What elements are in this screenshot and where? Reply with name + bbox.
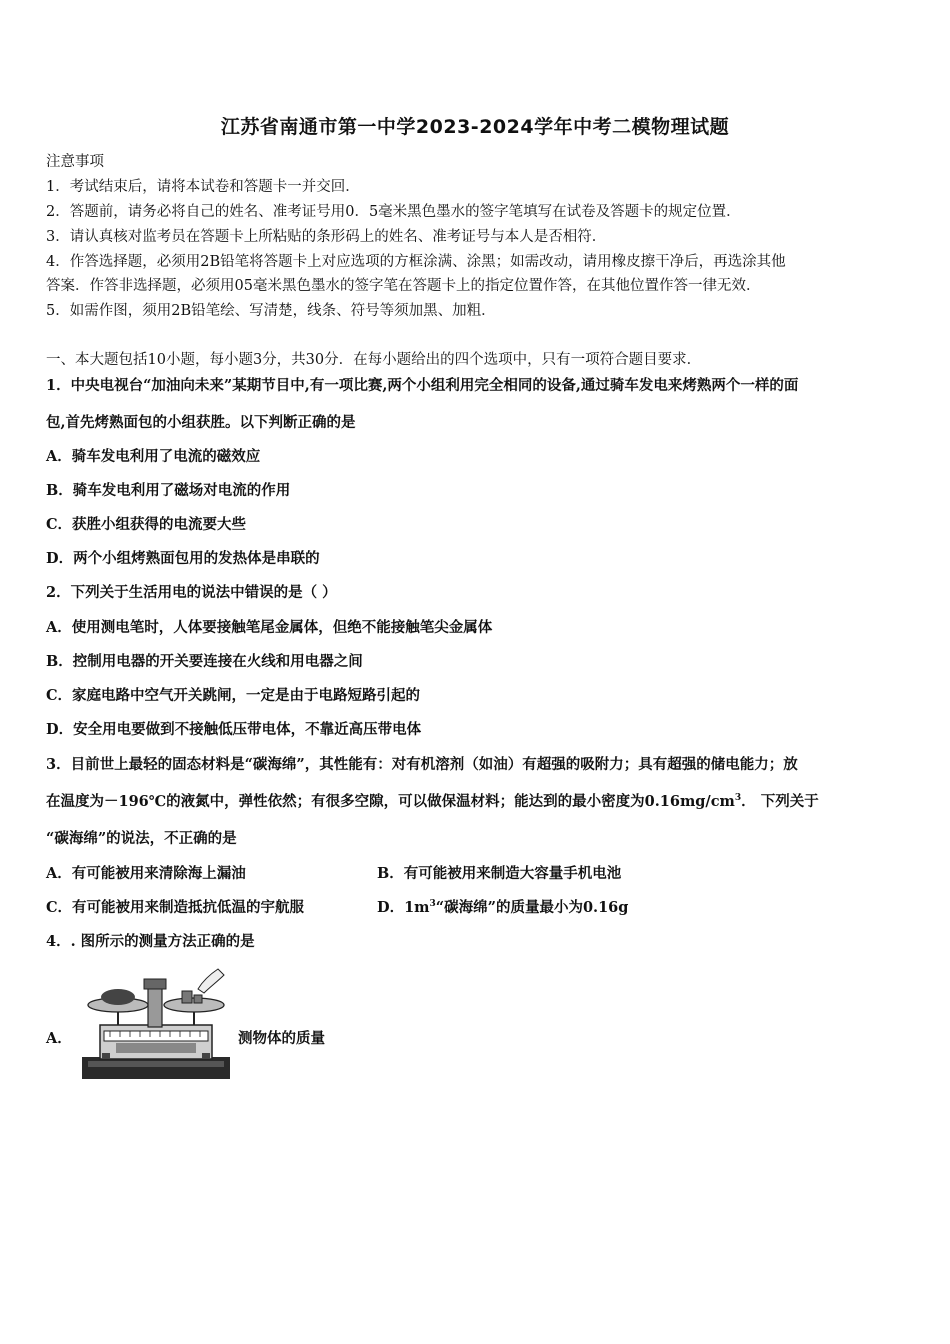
notice-item: 3．请认真核对监考员在答题卡上所粘贴的条形码上的姓名、准考证号与本人是否相符． bbox=[46, 229, 607, 245]
q4-option-a-label: A． bbox=[46, 1030, 72, 1047]
notice-item: 1．考试结束后，请将本试卷和答题卡一并交回． bbox=[46, 179, 360, 195]
q1-option-d: D．两个小组烤熟面包用的发热体是串联的 bbox=[46, 550, 320, 567]
q3-option-c: C．有可能被用来制造抵抗低温的宇航服 bbox=[46, 899, 305, 916]
q1-option-b: B．骑车发电利用了磁场对电流的作用 bbox=[46, 482, 291, 499]
q3-option-b: B．有可能被用来制造大容量手机电池 bbox=[377, 865, 622, 882]
q4-stem: 4．. 图所示的测量方法正确的是 bbox=[46, 933, 255, 950]
notice-item: 4．作答选择题，必须用2B铅笔将答题卡上对应选项的方框涂满、涂黑；如需改动，请用橡皮擦干净后，再选涂其他 bbox=[46, 254, 786, 270]
q3-stem: 3．目前世上最轻的固态材料是“碳海绵”，其性能有：对有机溶剂（如油）有超强的吸附力；具有超强的储电能力；放 bbox=[46, 756, 798, 773]
q3-option-d: D．$1m^3“$碳海绵”的质量最小为0.16g bbox=[377, 899, 629, 916]
notice-item: 2．答题前，请务必将自己的姓名、准考证号用0．5毫米黑色墨水的签字笔填写在试卷及答题卡的规定位置． bbox=[46, 204, 741, 220]
q2-option-c: C．家庭电路中空气开关跳闸，一定是由于电路短路引起的 bbox=[46, 687, 421, 704]
q2-stem: 2．下列关于生活用电的说法中错误的是（ ） bbox=[46, 584, 337, 601]
notice-heading: 注意事项 bbox=[46, 154, 104, 170]
q1-option-c: C．获胜小组获得的电流要大些 bbox=[46, 516, 247, 533]
notice-item: 答案．作答非选择题，必须用05毫米黑色墨水的签字笔在答题卡上的指定位置作答，在其他位置作答一律无效． bbox=[46, 278, 761, 294]
q2-option-d: D．安全用电要做到不接触低压带电体，不靠近高压带电体 bbox=[46, 721, 422, 738]
q1-stem: 1．中央电视台“加油向未来”某期节目中,有一项比赛,两个小组利用完全相同的设备,通过骑车发电来烤熟两个一样的面 bbox=[46, 377, 799, 394]
section-heading: 一、本大题包括10小题，每小题3分，共30分．在每小题给出的四个选项中，只有一项符合题目要求． bbox=[46, 352, 702, 368]
balance-scale-figure bbox=[78, 965, 233, 1083]
q1-stem: 包,首先烤熟面包的小组获胜。以下判断正确的是 bbox=[46, 414, 356, 431]
q4-option-a-text: 测物体的质量 bbox=[238, 1030, 325, 1047]
notice-item: 5．如需作图，须用2B铅笔绘、写清楚，线条、符号等须加黑、加粗． bbox=[46, 303, 496, 319]
q3-stem: “碳海绵”的说法，不正确的是 bbox=[46, 830, 237, 847]
q3-option-a: A．有可能被用来清除海上漏油 bbox=[46, 865, 246, 882]
q3-stem: 在温度为－196℃的液氮中，弹性依然；有很多空隙，可以做保温材料；能达到的最小密度为$0.16mg/cm^3$． 下列关于 bbox=[46, 793, 819, 810]
page-title: 江苏省南通市第一中学2023-2024学年中考二模物理试题 bbox=[220, 116, 730, 138]
q1-option-a: A．骑车发电利用了电流的磁效应 bbox=[46, 448, 261, 465]
q2-option-a: A．使用测电笔时，人体要接触笔尾金属体，但绝不能接触笔尖金属体 bbox=[46, 619, 493, 636]
q2-option-b: B．控制用电器的开关要连接在火线和用电器之间 bbox=[46, 653, 363, 670]
